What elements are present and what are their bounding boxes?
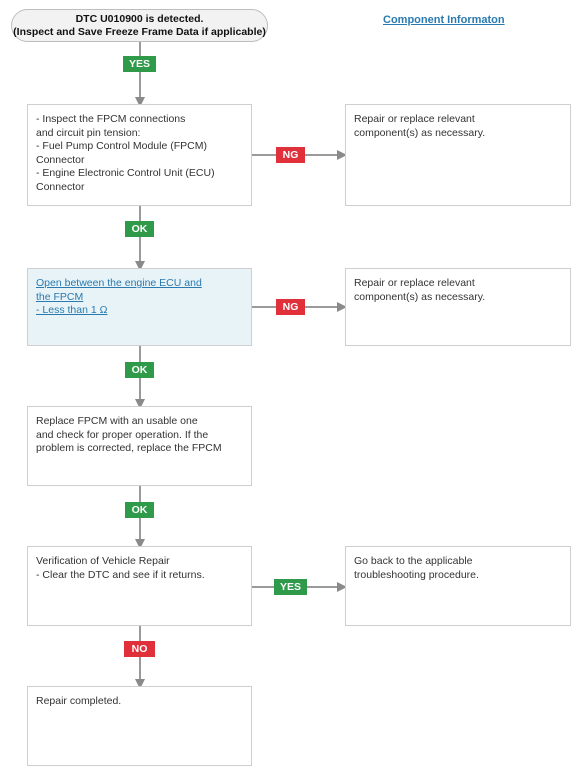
- step-link-line[interactable]: the FPCM: [36, 290, 84, 303]
- step-verification: [27, 546, 252, 626]
- badge-ok-2: OK: [125, 362, 154, 378]
- result-line: component(s) as necessary.: [354, 126, 486, 139]
- step-inspect-connections: [27, 104, 252, 206]
- step-link-line[interactable]: Open between the engine ECU and: [36, 277, 202, 289]
- step-line: - Engine Electronic Control Unit (ECU): [36, 167, 215, 179]
- step-line: Connector: [36, 180, 85, 193]
- start-line-1: DTC U010900 is detected.: [75, 13, 204, 25]
- badge-ng-1: NG: [276, 147, 305, 163]
- badge-ok-1: OK: [125, 221, 154, 237]
- step-line: Verification of Vehicle Repair: [36, 555, 170, 567]
- result-line: troubleshooting procedure.: [354, 568, 479, 581]
- step-repair-completed: [27, 686, 252, 766]
- result-repair-1: [345, 104, 571, 206]
- step-line: Replace FPCM with an usable one: [36, 415, 198, 427]
- badge-yes-2: YES: [274, 579, 307, 595]
- badge-yes-1: YES: [123, 56, 156, 72]
- step-line: - Fuel Pump Control Module (FPCM): [36, 140, 207, 152]
- badge-ng-2: NG: [276, 299, 305, 315]
- result-go-back: [345, 546, 571, 626]
- start-node: [11, 9, 268, 42]
- step-line: - Clear the DTC and see if it returns.: [36, 568, 205, 581]
- result-repair-2: [345, 268, 571, 346]
- step-line: - Inspect the FPCM connections: [36, 113, 186, 125]
- component-information-link[interactable]: Component Informaton: [383, 14, 505, 26]
- step-line: problem is corrected, replace the FPCM: [36, 442, 222, 454]
- badge-ok-3: OK: [125, 502, 154, 518]
- start-line-2: (Inspect and Save Freeze Frame Data if applicable): [13, 26, 266, 38]
- step-link-line[interactable]: - Less than 1 Ω: [36, 304, 108, 316]
- result-line: Repair or replace relevant: [354, 113, 475, 125]
- step-open-circuit-check[interactable]: [27, 268, 252, 346]
- badge-no: NO: [124, 641, 155, 657]
- step-line: and check for proper operation. If the: [36, 428, 209, 441]
- result-line: component(s) as necessary.: [354, 290, 486, 303]
- step-replace-fpcm: [27, 406, 252, 486]
- result-line: Repair or replace relevant: [354, 277, 475, 289]
- result-line: Go back to the applicable: [354, 555, 473, 567]
- step-line: and circuit pin tension:: [36, 126, 141, 139]
- step-line: Connector: [36, 153, 85, 166]
- step-line: Repair completed.: [36, 695, 122, 707]
